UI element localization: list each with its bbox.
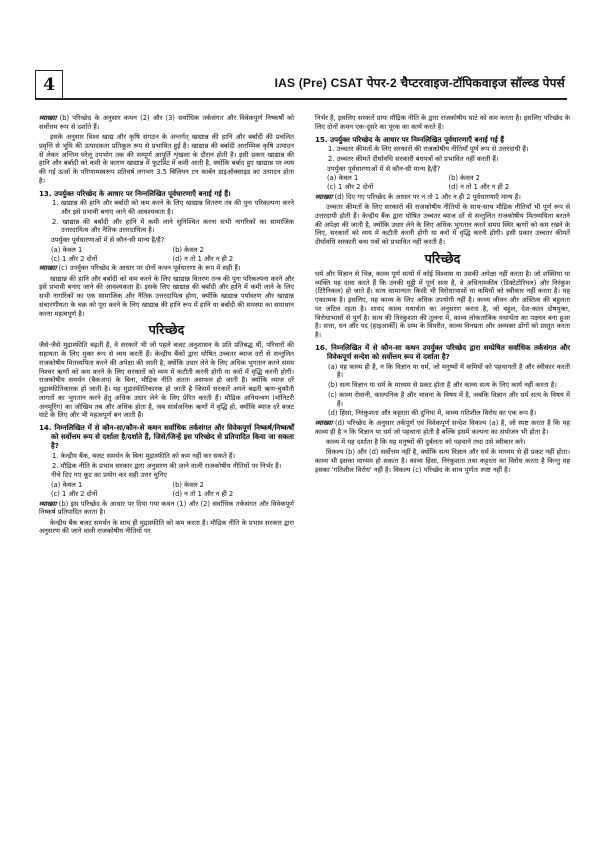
- continued-paragraph: निर्भर है, इसलिए सरकारें प्रायः मौद्रिक नीति के द्वारा राजकोषीय घाटे को कम करता है। इसलिए परिच्छेद के लिए दोनों कथन एक-दूसरे का पूरक का कार्य करते हैं।: [315, 114, 570, 131]
- options-15: [315, 174, 570, 192]
- option-b: (b) केवल 2: [172, 481, 204, 490]
- page-number: 4: [35, 70, 63, 99]
- question-16: [315, 343, 570, 361]
- option-d: (d) हिंसा, निरंकुशता और कट्टरता की दुनिया में, काव्य गतिशील विरोध का एक रूप है।: [328, 409, 537, 418]
- statement-2: 2. उच्चतर कीमतें दीर्घावधि सरकारी बंधपत्रों को प्रभावित नहीं करती हैं।: [328, 154, 499, 163]
- option-a: (a) केवल 1: [51, 245, 83, 254]
- running-title: IAS (Pre) CSAT पेपर-2 चैप्टरवाइज-टॉपिकवाइज सॉल्व्ड पेपर्स: [274, 76, 565, 90]
- question-text: निम्नलिखित में से कौन-सा कथन उपर्युक्त परिच्छेद द्वारा सम्प्रेषित सर्वाधिक तर्कसंगत और विवेकपूर्ण सन्देश को सर्वोत्तम रूप से दर्शाता है?: [327, 342, 570, 361]
- explanation-label: व्याख्या: [39, 499, 57, 508]
- option-a: (a) केवल 1: [327, 174, 359, 183]
- explanation-paragraph: इसके अनुसार विश्व खाद्य और कृषि संगठन के अन्तर्गत् खाद्यान्न की हानि और बर्बादी की प्रचलित प्रवृत्ति से भूमि की उत्पादकता प्रतिकूल रूप से प्रभावित हुई है। खाद्यान्न की बर्बादी आरम्भिक कृषि उत्पादन से लेकर अन्तिम घरेलू उपभोग तक की सम्पूर्ण आपूर्ति शृंखला के दौरान होती है। इसी प्रकार खाद्यान्न की हानि और बर्बादी को कमी के कारण खाद्यान्न में फुटप्रिंट में कमी आती है, क्योंकि बर्बाद हुए खाद्यान्न पर व्यय की गई ऊर्जा के परिणामस्वरूप प्रतिवर्ष लगभग 3.5 बिलियन टन कार्बन डाइऑक्साइड का उत्पादन होता है।: [39, 133, 294, 185]
- option-c: (c) काव्य रोमानी, काल्पनिक है और भावना के विषय में है, जबकि विज्ञान और धर्म सत्य के विषय में हैं।: [328, 390, 570, 408]
- explanation-text: (c) उपर्युक्त परिच्छेद के आधार पर दोनों कथन पूर्वधारणा के रूप में सही हैं।: [58, 264, 241, 273]
- option-b: (b) सत्य विज्ञान या धर्म के माध्यम से प्रकट होता है और काव्य सत्य के लिए कार्य नहीं करता है।: [328, 381, 557, 390]
- explanation-text: (d) परिच्छेद के अनुसार तर्कपूर्ण एवं विवेकपूर्ण सन्देश विकल्प (a) है, जो स्पष्ट करता है कि यह काव्य ही है न कि विज्ञान या धर्म जो पहचाना होती है बल्कि इसमें कल्पना का संयोजन भी होता है।: [315, 419, 570, 436]
- question-text: उपर्युक्त परिच्छेद के आधार पर निम्नलिखित पूर्वधारणाएँ बनाई गई हैं।: [54, 188, 231, 198]
- explanation-12: [39, 114, 294, 132]
- option-a: (a) यह काव्य ही है, न कि विज्ञान या धर्म, जो मनुष्यों में कमियों को पहचानती है और स्वीकार करती है।: [328, 362, 570, 380]
- explanation-label: व्याख्या: [315, 192, 333, 201]
- option-c: (c) 1 और 2 दोनों: [51, 489, 98, 498]
- option-d: (d) न तो 1 और न ही 2: [172, 254, 234, 263]
- question-prompt: उपर्युक्त पूर्वधारणाओं में से कौन-सी मान्य है/हैं?: [327, 164, 441, 173]
- header-rule: [35, 98, 567, 100]
- left-column: [39, 114, 294, 538]
- question-text: निम्नलिखित में से कौन-सा/कौन-से कथन सर्वाधिक तर्कसंगत और विवेकपूर्ण निष्कर्ष/निष्कर्षों को सर्वोत्तम रूप से दर्शाता है/दर्शाते हैं, जिसे/जिन्हें इस परिच्छेद से प्रतिपादित किया जा सकता है?: [51, 423, 294, 451]
- explanation-14: [39, 500, 294, 518]
- explanation-paragraph: काव्य में यह दर्शाता है कि यह मनुष्यों की दुर्बलता को पहचाने तथा उसे स्वीकार करे।: [326, 438, 526, 447]
- explanation-text: (b) परिच्छेद के अनुसार कथन (2) और (3) सर्वाधिक तर्कसंगत और विवेकपूर्ण निष्कर्षों को सर्वोत्तम रूप से दर्शाते हैं।: [39, 114, 294, 131]
- explanation-label: व्याख्या: [39, 264, 57, 273]
- explanation-13: [39, 264, 294, 273]
- passage-text: धर्म और विज्ञान से भिन्न, काव्य पूर्ण सत्यों में कोई विश्वास या उसकी अपेक्षा नहीं करता है। जो शक्तियां या व्यक्ति यह दावा करते हैं कि उनकी मुट्ठी में पूर्ण सत्य है, वे अधिनायकीय (डिक्टेटोरियल) और निरंकुश (टिरैनिकल) हो जाते हैं। सत्य सामान्यतः किसी भी विरोधाभासों या कमियों को स्वीकार नहीं करता है। यह एकात्मक है। इसलिए, यह काव्य के लिए अधिक उपयोगी नहीं है। काव्य जीवन और अस्तित्व की बहुलता पर जटिल रहता है। शायद काव्य यथार्थता का अनुसरण करता है, जो बहुल, देश-काल दोषयुक्त, विरोधाभासों से पूर्ण है। सत्य की निरंकुशता की तुलना में, काव्य लोकतांत्रिक यथार्थता का पक्षधर बना हुआ है। सत्ता, धन और पद (हाइआर्की) के दम्भ के विपरीत, काव्य विनम्रता और अव्यक्त ढोंगों को प्रस्तुत करता है।: [315, 269, 570, 340]
- question-prompt: नीचे दिए गए कूट का प्रयोग कर सही उत्तर चुनिए: [51, 471, 167, 480]
- explanation-paragraph: विकल्प (b) और (d) सर्वोत्तम नहीं है, क्योंकि सत्य विज्ञान और धर्म के माध्यम से ही प्रकट नहीं होता। काव्य भी इसका माध्यम हो सकता है। काव्य हिंसा, निरंकुशता तथा कट्टरता का विरोध करता है किन्तु यह इसका 'गतिशील विरोध' नहीं है। विकल्प (c) परिच्छेद के साथ पूर्णतः स्पष्ट नहीं है।: [315, 448, 570, 474]
- question-14: [39, 423, 294, 450]
- question-15: [315, 135, 570, 144]
- right-column: [315, 114, 570, 476]
- explanation-15: [315, 193, 570, 202]
- options-14: [39, 481, 294, 499]
- explanation-text: (b) इस परिच्छेद के आधार पर दिया गया कथन (1) और (2) सर्वाधिक तर्कसंगत और विवेकपूर्ण निष्कर्ष प्रतिपादित करता है।: [39, 499, 294, 517]
- statement-1: 1. उच्चतर कीमतों के लिए सरकारों की राजकोषीय नीतियाँ पूर्ण रूप से उत्तरदायी हैं।: [328, 145, 529, 154]
- statement-2: 2. खाद्यान्न की बर्बादी और हानि में कमी लाने सुनिश्चित करना सभी नागरिकों का सामाजिक उत्तरदायित्व और नैतिक उत्तरदायित्व है।: [52, 217, 294, 235]
- statement-1: 1. खाद्यान्न की हानि और बर्बादी को कम करने के लिए खाद्यान्न वितरण तंत्र की पुनः परिकल्पना करने और इसे प्रभावी बनाए जाने की आवश्यकता है।: [52, 199, 294, 216]
- explanation-paragraph: खाद्यान्न की हानि और बर्बादी को कम करने के लिए खाद्यान्न वितरण तन्त्र की पुनः परिकल्पना करने और इसे प्रभावी बनाए जाने की आवश्यकता है। इसके लिए खाद्यान्न की बर्बादी और हानि में कमी लाने के लिए सभी नागरिकों का एक सामाजिक और नैतिक उत्तरदायित्व होगा, क्योंकि खाद्यान्न पर्यावरण और खाद्यान्न संचारणीयता के चक्र को पूरा करने के लिए खाद्यान्न की हानि रूप में हानि या बर्बादी की समस्या का समाधान करना महत्वपूर्ण है।: [39, 274, 294, 318]
- option-d: (d) न तो 1 और न ही 2: [448, 183, 510, 192]
- question-number: 13.: [39, 188, 52, 198]
- explanation-paragraph: उच्चतर कीमतों के लिए सरकारों की राजकोषीय नीतियों के साथ-साथ मौद्रिक नीतियाँ भी पूर्ण रूप से उत्तरदायी होती हैं। केन्द्रीय बैंक द्वारा घोषित उच्चतर ब्याज दरें से सन्तुलित राजकोषीय मितव्ययिता बरतने की अपेक्षा की जाती है, क्योंकि उधार लेने के लिए अधिक भुगतान करते समय स्थिर ऋणों को कम रखने के लिए, सरकारों को व्यय में कटौती करनी होगी या करों में वृद्धि करनी होगी। इसी प्रकार उच्चतर कीमतें दीर्घावधि सरकारी बन्ध पत्रों को प्रभावित नहीं करती है।: [315, 203, 570, 247]
- option-c: (c) 1 और 2 दोनों: [327, 183, 374, 192]
- passage-text: जैसे-जैसे मुद्रास्फीति बढ़ती है, वे सरकारें भी जो पहले बजट अनुशासन के प्रति प्रतिबद्ध थीं, परिवारों की सहायता के लिए मुक्त रूप से व्यय करती हैं। केन्द्रीय बैंकों द्वारा घोषित उच्चतर ब्याज दरों से सन्तुलित राजकोषीय मितव्ययिता करने की अपेक्षा की जाती है, क्योंकि उधार लेने के लिए अधिक भुगतान करने समय निश्चर ऋणों को कम करने के लिए सरकारों को व्यय में कटौती करनी होगी या करों में वृद्धि करनी होगी। राजकोषीय समर्थन (बैकअप) के बिना, मौद्रिक नीति अंततः असफल हो जाती है। क्योंकि व्याज दरें मुद्रास्फीतिकारक हो जाती है। यह मुद्रास्फीतिकारक हो जाती है जिसमें सरकारें अपने बढ़ती ऋण-चुकौती लागतों का भुगतान करने हेतु अधिक उधार लेने के लिए प्रेरित करती हैं। मौद्रिक अनियन्त्रण (मॉनिटरी अनमूरिंग) का जोखिम तब और अधिक होता है, जब सार्वजनिक ऋणों में वृद्धि हो, क्योंकि ब्याज दरें बजट घाटे के लिए और भी महत्वपूर्ण बन जाती हैं।: [39, 341, 294, 420]
- question-13: [39, 189, 294, 198]
- explanation-text: (d) दिए गए परिच्छेद के आधार पर न तो 1 और न ही 2 पूर्वधारणाएँ मान्य हैं।: [334, 192, 521, 201]
- option-d: (d) न तो 1 और न ही 2: [172, 489, 234, 498]
- explanation-label: व्याख्या: [39, 114, 57, 122]
- explanation-label: व्याख्या: [315, 419, 333, 428]
- question-number: 14.: [39, 423, 52, 433]
- explanation-paragraph: केन्द्रीय बैंक बजट समर्थन के साथ ही मुद्रास्फीति को कम करता है। मौद्रिक नीति के प्रभाव सरकार द्वारा अनुसरण की जाने वाली राजकोषीय नीतियों पर: [39, 518, 295, 536]
- passage-heading: परिच्छेद: [148, 322, 185, 338]
- question-number: 16.: [315, 342, 328, 352]
- statement-1: 1. केन्द्रीय बैंक, बजट समर्थन के बिना मुद्रास्फीति को कम नहीं कर सकते हैं।: [52, 451, 235, 460]
- option-a: (a) केवल 1: [51, 481, 83, 490]
- question-text: उपर्युक्त परिच्छेद के आधार पर निम्नलिखित पूर्वधारणाएँ बनाई गई हैं: [330, 134, 504, 144]
- question-prompt: उपर्युक्त पूर्वधारणाओं में से कौन-सी मान्य है/हैं?: [51, 236, 165, 245]
- options-13: [39, 246, 294, 264]
- option-b: (b) केवल 2: [172, 245, 204, 254]
- statement-2: 2. मौद्रिक नीति के प्रभाव सरकार द्वारा अनुसरण की जाने वाली राजकोषीय नीतियों पर निर्भर हैं।: [52, 461, 282, 470]
- option-b: (b) केवल 2: [448, 174, 480, 183]
- question-number: 15.: [315, 134, 328, 144]
- passage-heading: परिच्छेद: [424, 250, 461, 266]
- explanation-16: [315, 419, 570, 437]
- option-c: (c) 1 और 2 दोनों: [51, 254, 98, 263]
